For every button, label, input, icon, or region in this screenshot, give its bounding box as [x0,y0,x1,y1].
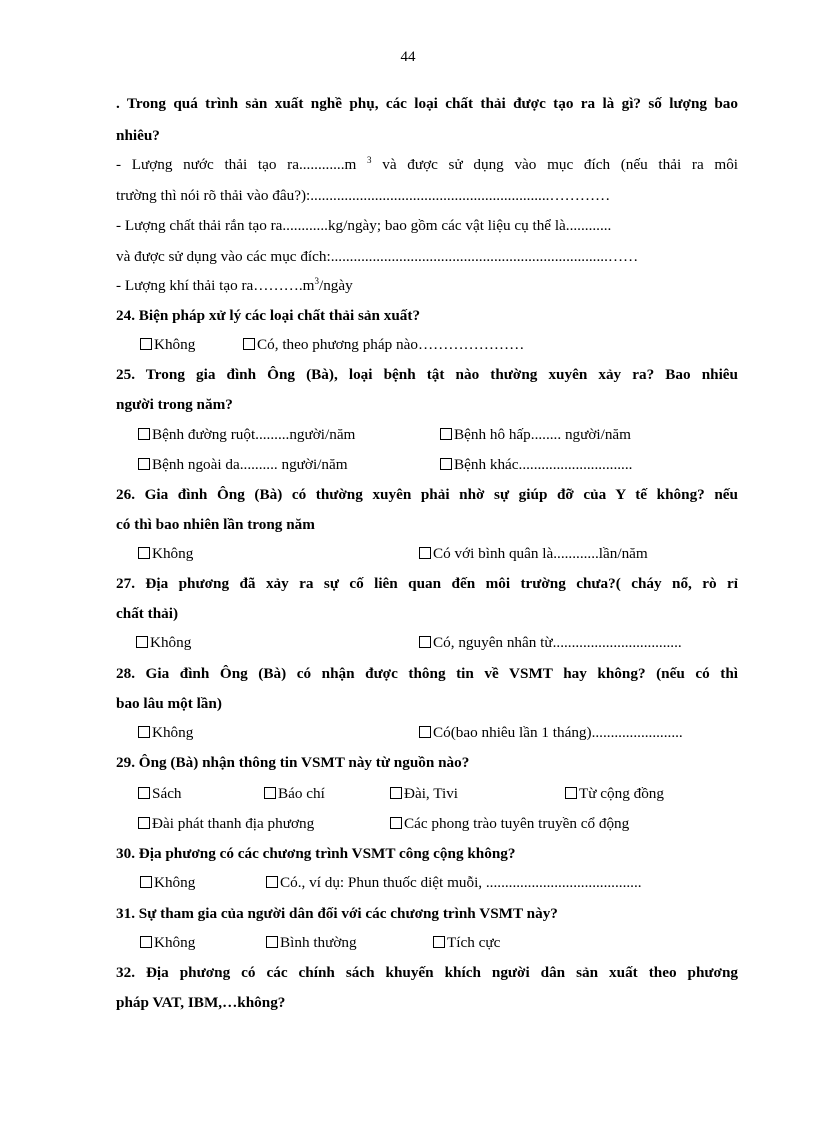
question-26-title-cont: có thì bao nhiên lần trong năm [116,516,315,533]
option-label: Các phong trào tuyên truyền cổ động [404,815,630,832]
q31-option-active[interactable] [433,933,500,953]
checkbox[interactable] [266,876,278,888]
checkbox[interactable] [440,458,452,470]
q30-option-yes[interactable] [266,873,642,893]
checkbox[interactable] [390,787,402,799]
question-31-title: 31. Sự tham gia của người dân đối với các chương trình VSMT này? [116,905,558,922]
checkbox[interactable] [419,547,431,559]
q24-option-no[interactable] [140,335,195,355]
option-label: Bình thường [280,934,357,951]
q26-option-yes[interactable] [419,544,648,564]
option-label: Tích cực [447,934,501,951]
checkbox[interactable] [433,936,445,948]
q28-option-yes[interactable] [419,723,683,743]
checkbox[interactable] [138,458,150,470]
checkbox[interactable] [419,636,431,648]
option-label: Bệnh hô hấp........ người/năm [454,426,631,443]
q29-option-radio-tv[interactable] [390,784,458,804]
q31-option-no[interactable] [140,933,195,953]
q29-option-books[interactable] [138,784,182,804]
page-number: 44 [400,49,416,65]
checkbox[interactable] [419,726,431,738]
option-label: Có, nguyên nhân từ.................................. [433,634,682,651]
question-25-title: 25. Trong gia đình Ông (Bà), loại bệnh tật nào thường xuyên xảy ra? Bao nhiêu [116,366,738,383]
solid-waste-line-2: và được sử dụng vào các mục đích:.........................................................................…… [116,248,639,265]
question-26-title: 26. Gia đình Ông (Bà) có thường xuyên phải nhờ sự giúp đỡ của Y tế không? nếu [116,486,738,503]
question-23-title-cont: nhiêu? [116,127,160,144]
q25-option-skin[interactable] [138,455,348,475]
gas-waste-text: - Lượng khí thải tạo ra……….m [116,277,315,294]
question-30-title: 30. Địa phương có các chương trình VSMT công cộng không? [116,845,516,862]
option-label: Có(bao nhiêu lần 1 tháng)........................ [433,724,683,741]
q29-option-local-radio[interactable] [138,814,314,834]
checkbox[interactable] [138,787,150,799]
option-label: Không [152,724,194,741]
question-24-title: 24. Biện pháp xử lý các loại chất thải sản xuất? [116,307,421,324]
option-label: Có., ví dụ: Phun thuốc diệt muỗi, ......................................... [280,874,642,891]
checkbox[interactable] [140,876,152,888]
q29-option-community[interactable] [565,784,664,804]
checkbox[interactable] [140,936,152,948]
wastewater-text-cont: và được sử dụng vào mục đích (nếu thải ra môi [371,156,739,173]
checkbox[interactable] [138,817,150,829]
checkbox[interactable] [266,936,278,948]
option-label: Không [154,874,196,891]
q29-option-campaigns[interactable] [390,814,629,834]
q30-option-no[interactable] [140,873,195,893]
question-28-title: 28. Gia đình Ông (Bà) có nhận được thông tin về VSMT hay không? (nếu có thì [116,665,738,682]
checkbox[interactable] [140,338,152,350]
option-label: Từ cộng đồng [579,785,664,802]
option-label: Đài phát thanh địa phương [152,815,315,832]
q28-option-no[interactable] [138,723,193,743]
checkbox[interactable] [138,547,150,559]
wastewater-line [116,155,738,175]
q27-option-yes[interactable] [419,633,682,653]
option-label: Không [150,634,192,651]
gas-unit-sup: 3 [314,276,319,286]
checkbox[interactable] [136,636,148,648]
q31-option-normal[interactable] [266,933,357,953]
question-27-title-cont: chất thải) [116,605,179,622]
q29-option-newspapers[interactable] [264,784,325,804]
question-28-title-cont: bao lâu một lần) [116,695,222,712]
checkbox[interactable] [243,338,255,350]
option-label: Có, theo phương pháp nào………………… [257,336,525,353]
option-label: Có với bình quân là............lần/năm [433,545,648,562]
q24-option-yes[interactable] [243,335,524,355]
gas-waste-unit: /ngày [318,277,353,294]
wastewater-unit-sup: 3 [367,155,372,165]
option-label: Đài, Tivi [404,785,459,802]
checkbox[interactable] [138,428,150,440]
option-label: Báo chí [278,785,325,802]
gas-waste-line [116,276,353,296]
solid-waste-line: - Lượng chất thải rắn tạo ra............kg/ngày; bao gồm các vật liệu cụ thể là............ [116,217,612,234]
question-25-title-cont: người trong năm? [116,396,233,413]
question-27-title: 27. Địa phương đã xảy ra sự cố liên quan đến môi trường chưa?( cháy nổ, rò rỉ [116,575,738,592]
checkbox[interactable] [390,817,402,829]
question-23-title: . Trong quá trình sản xuất nghề phụ, các loại chất thải được tạo ra là gì? số lượng bao [116,95,738,112]
checkbox[interactable] [440,428,452,440]
q25-option-intestinal[interactable] [138,425,355,445]
question-32-title: 32. Địa phương có các chính sách khuyến khích người dân sản xuất theo phương [116,964,738,981]
option-label: Không [152,545,194,562]
checkbox[interactable] [264,787,276,799]
q25-option-respiratory[interactable] [440,425,631,445]
question-29-title: 29. Ông (Bà) nhận thông tin VSMT này từ nguồn nào? [116,754,470,771]
option-label: Bệnh đường ruột.........người/năm [152,426,356,443]
option-label: Không [154,336,196,353]
wastewater-line-2: trường thì nói rõ thải vào đâu?):...............................................................………… [116,187,611,204]
checkbox[interactable] [565,787,577,799]
option-label: Không [154,934,196,951]
q26-option-no[interactable] [138,544,193,564]
wastewater-text: - Lượng nước thải tạo ra............m [116,156,368,173]
option-label: Bệnh ngoài da.......... người/năm [152,456,348,473]
q27-option-no[interactable] [136,633,191,653]
checkbox[interactable] [138,726,150,738]
option-label: Bệnh khác.............................. [454,456,633,473]
q25-option-other[interactable] [440,455,632,475]
question-32-title-cont: pháp VAT, IBM,…không? [116,994,286,1011]
option-label: Sách [152,785,182,802]
